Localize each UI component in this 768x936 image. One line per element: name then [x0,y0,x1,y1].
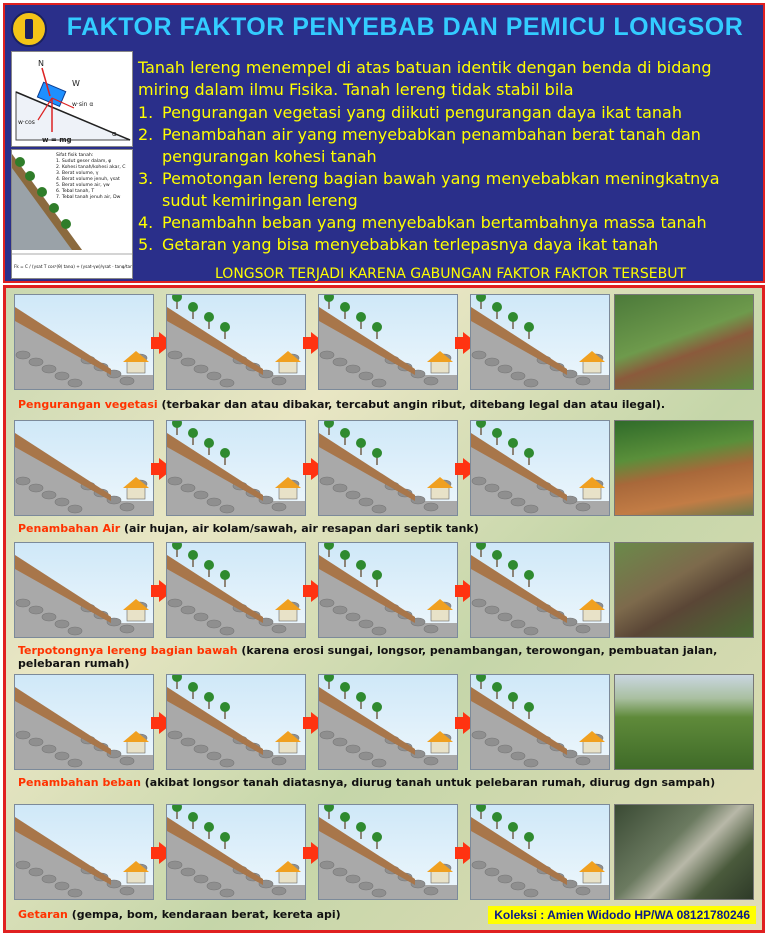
boulder-shape [16,351,30,359]
stage-illustration [14,542,154,638]
tree-canopy [508,312,518,322]
sin-component-label: w·sin α [72,101,94,108]
house-wall [279,609,297,621]
tree-canopy [356,692,366,702]
boulder-shape [181,358,195,366]
factor-item [138,124,763,168]
boulder-shape [576,625,590,633]
boulder-shape [346,875,360,883]
boulder-shape [181,868,195,876]
boulder-shape [194,613,208,621]
soil-props-heading: Sifat fisik tanah: [56,153,94,158]
tree-canopy [172,421,182,428]
factor-text: Getaran yang bisa menyebabkan terlepasnya daya ikat tanah [162,235,659,254]
boulder-shape [359,372,373,380]
boulder-shape [372,627,386,635]
house-wall [127,487,145,499]
stage-illustration [470,542,610,638]
boulder-shape [424,503,438,511]
boulder-shape [42,875,56,883]
boulder-shape [424,757,438,765]
house-wall [279,871,297,883]
boulder-shape [181,738,195,746]
boulder-shape [29,738,43,746]
stage-illustration [166,294,306,390]
tree-canopy [524,832,534,842]
caption-heading: Penambahan Air [18,522,121,535]
boulder-shape [168,477,182,485]
load-row [14,674,758,798]
row-caption [18,522,479,535]
house-wall [431,871,449,883]
stage-illustration [470,294,610,390]
soil-prop-2: 2. Kohesi tanah/kohesi akar, C [56,165,126,170]
tree-canopy [324,675,334,682]
boulder-shape [16,731,30,739]
factor-text: Penambahn beban yang menyebabkan bertambahnya massa tanah [162,213,707,232]
boulder-shape [498,745,512,753]
factor-item [138,168,763,212]
tree-canopy [220,702,230,712]
caption-heading: Terpotongnya lereng bagian bawah [18,644,238,657]
landslide-photo [614,420,754,516]
house-wall [279,741,297,753]
boulder-shape [524,505,538,513]
tree-canopy [492,302,502,312]
boulder-shape [194,491,208,499]
caption-detail: (air hujan, air kolam/sawah, air resapan dari septik tank) [120,522,479,535]
boulder-shape [472,731,486,739]
house-wall [279,487,297,499]
factor-text: Pengurangan vegetasi yang diikuti pengurangan daya ikat tanah [162,103,682,122]
caption-detail: (gempa, bom, kendaraan berat, kereta api) [67,908,341,921]
stage-illustration [166,542,306,638]
stage-illustration [166,420,306,516]
boulder-shape [220,759,234,767]
boulder-shape [346,613,360,621]
landslide-photo [614,674,754,770]
house-wall [583,871,601,883]
boulder-shape [55,620,69,628]
stage-illustration [470,674,610,770]
boulder-shape [168,731,182,739]
boulder-shape [194,875,208,883]
stage-illustration [318,542,458,638]
house-wall [431,487,449,499]
boulder-shape [42,365,56,373]
boulder-shape [524,889,538,897]
boulder-shape [220,379,234,387]
tree-canopy [372,448,382,458]
boulder-shape [55,498,69,506]
safety-factor-formula: Fk = C / (γsat T cos²(θ) tanα) + (γsat-γw)/γsat · tanφ/tanθ [14,264,132,269]
boulder-shape [524,759,538,767]
tree-canopy [172,543,182,550]
tree-canopy [524,702,534,712]
boulder-shape [42,613,56,621]
stage-illustration [14,420,154,516]
boulder-shape [424,625,438,633]
tree-canopy [372,322,382,332]
tree-canopy [220,322,230,332]
tree-canopy [356,438,366,448]
boulder-shape [359,620,373,628]
house-wall [583,487,601,499]
tree-canopy [372,832,382,842]
soil-prop-5: 5. Berat volume air, γw [56,183,110,188]
mass-gravity-label: w = mg [42,136,72,144]
tree-canopy [492,812,502,822]
house-wall [583,361,601,373]
stage-illustration [318,420,458,516]
tree-canopy [324,805,334,812]
landslide-photo [614,294,754,390]
tree-canopy [220,832,230,842]
tree-canopy [188,302,198,312]
boulder-shape [168,861,182,869]
boulder-shape [485,358,499,366]
boulder-shape [207,372,221,380]
boulder-shape [42,491,56,499]
undercut-row [14,542,758,672]
tree-canopy [172,675,182,682]
stage-illustration [318,804,458,900]
row-caption [18,644,754,670]
stage-illustration [14,804,154,900]
stage-illustration [318,294,458,390]
caption-detail: (karena erosi sungai, longsor, penambangan, terowongan, pembuatan jalan, pelebaran rumah) [18,644,718,670]
header-panel [3,3,765,283]
boulder-shape [29,358,43,366]
tree-canopy [188,428,198,438]
soil-prop-7: 7. Tebal tanah jenuh air, Dw [56,195,121,200]
tree-canopy [356,312,366,322]
boulder-shape [320,351,334,359]
boulder-shape [120,377,134,385]
tree-canopy [476,805,486,812]
inclined-plane-figure [11,51,133,147]
boulder-shape [29,606,43,614]
stage-illustration [14,294,154,390]
boulder-shape [16,599,30,607]
boulder-shape [194,365,208,373]
boulder-shape [498,491,512,499]
tree-canopy [172,805,182,812]
tree-canopy [524,448,534,458]
boulder-shape [68,627,82,635]
boulder-shape [16,477,30,485]
boulder-shape [120,625,134,633]
boulder-shape [272,377,286,385]
tree-canopy [476,543,486,550]
tree-canopy [204,560,214,570]
boulder-shape [485,868,499,876]
boulder-shape [511,882,525,890]
boulder-shape [168,599,182,607]
caption-detail: (terbakar dan atau dibakar, tercabut angin ribut, ditebang legal dan atau ilegal). [157,398,666,411]
house-wall [583,741,601,753]
tree-canopy [492,682,502,692]
factor-text: Pemotongan lereng bagian bawah yang menyebabkan meningkatnya sudut kemiringan lereng [162,169,720,210]
weight-label: W [72,79,80,88]
boulder-shape [272,625,286,633]
boulder-shape [207,882,221,890]
boulder-shape [68,889,82,897]
boulder-shape [485,484,499,492]
tree-canopy [340,302,350,312]
tree-canopy [220,448,230,458]
vegetation-row [14,294,758,418]
tree-canopy [340,428,350,438]
boulder-shape [372,759,386,767]
boulder-shape [346,491,360,499]
row-caption [18,776,715,789]
boulder-shape [485,606,499,614]
boulder-shape [272,503,286,511]
house-wall [583,609,601,621]
boulder-shape [498,875,512,883]
cos-component-label: w·cos [18,119,35,126]
boulder-shape [372,889,386,897]
boulder-shape [524,379,538,387]
soil-prop-3: 3. Berat volume, γ [56,171,99,176]
boulder-shape [55,882,69,890]
row-caption [18,908,341,921]
boulder-shape [272,757,286,765]
illustration-panel [3,285,765,933]
boulder-shape [333,358,347,366]
institution-logo [11,11,47,47]
factor-list [138,102,763,256]
boulder-shape [220,889,234,897]
factor-number: 5. [138,235,154,254]
boulder-shape [576,757,590,765]
factor-number: 4. [138,213,154,232]
factor-number: 1. [138,103,154,122]
boulder-shape [181,606,195,614]
boulder-shape [120,757,134,765]
tree-canopy [204,692,214,702]
boulder-shape [168,351,182,359]
tree-canopy [508,438,518,448]
tree-canopy [356,822,366,832]
landslide-photo [614,542,754,638]
tree-canopy [492,550,502,560]
angle-label: α [112,130,117,138]
boulder-shape [359,882,373,890]
factor-number: 3. [138,169,154,188]
boulder-shape [576,887,590,895]
house-wall [431,609,449,621]
tree-canopy [508,822,518,832]
stage-illustration [166,804,306,900]
boulder-shape [272,887,286,895]
factor-item [138,102,763,124]
conclusion-text: LONGSOR TERJADI KARENA GABUNGAN FAKTOR FAKTOR TERSEBUT [215,266,686,282]
water-row [14,420,758,544]
boulder-shape [207,620,221,628]
boulder-shape [359,752,373,760]
boulder-shape [472,477,486,485]
boulder-shape [207,498,221,506]
stage-illustration [14,674,154,770]
boulder-shape [346,365,360,373]
boulder-shape [472,351,486,359]
boulder-shape [524,627,538,635]
credit-label: Koleksi : Amien Widodo HP/WA 08121780246 [488,906,756,924]
tree-canopy [188,682,198,692]
boulder-shape [333,738,347,746]
house-wall [431,361,449,373]
house-wall [127,609,145,621]
boulder-shape [333,868,347,876]
tree-canopy [508,560,518,570]
stage-illustration [470,420,610,516]
boulder-shape [424,887,438,895]
tree-canopy [324,543,334,550]
boulder-shape [333,484,347,492]
tree-canopy [476,295,486,302]
tree-canopy [204,312,214,322]
tree-canopy [372,570,382,580]
boulder-shape [181,484,195,492]
stage-illustration [318,674,458,770]
boulder-shape [511,372,525,380]
aerial-landslide-photo [614,804,754,900]
tree-canopy [508,692,518,702]
tree-canopy [324,295,334,302]
boulder-shape [320,861,334,869]
tree-canopy [340,682,350,692]
boulder-shape [55,372,69,380]
boulder-shape [68,759,82,767]
boulder-shape [576,377,590,385]
boulder-shape [220,505,234,513]
soil-prop-1: 1. Sudut geser dalam, φ [56,159,112,164]
boulder-shape [55,752,69,760]
factor-text: Penambahan air yang menyebabkan penambahan berat tanah dan pengurangan kohesi tanah [162,125,701,166]
tree-canopy [172,295,182,302]
caption-detail: (akibat longsor tanah diatasnya, diurug tanah untuk pelebaran rumah, diurug dgn sampah) [140,776,716,789]
stage-illustration [470,804,610,900]
tree-canopy [356,560,366,570]
page-title: FAKTOR FAKTOR PENYEBAB DAN PEMICU LONGSOR [66,13,744,41]
tree-canopy [204,438,214,448]
tree-canopy [476,675,486,682]
boulder-shape [359,498,373,506]
intro-text: Tanah lereng menempel di atas batuan identik dengan benda di bidang miring dalam ilmu Fisika. Tanah lereng tidak stabil bila [138,58,712,99]
caption-heading: Getaran [18,908,68,921]
house-wall [127,871,145,883]
boulder-shape [372,379,386,387]
boulder-shape [207,752,221,760]
tree-canopy [372,702,382,712]
boulder-shape [220,627,234,635]
boulder-shape [346,745,360,753]
boulder-shape [29,484,43,492]
tree-canopy [476,421,486,428]
tree-canopy [524,570,534,580]
boulder-shape [320,731,334,739]
soil-slope-figure [11,149,133,279]
boulder-shape [120,503,134,511]
tree-canopy [340,550,350,560]
tree-canopy [188,550,198,560]
boulder-shape [472,861,486,869]
boulder-shape [16,861,30,869]
boulder-shape [511,752,525,760]
normal-force-label: N [38,59,44,68]
tree-canopy [524,322,534,332]
row-caption [18,398,665,411]
boulder-shape [194,745,208,753]
house-wall [127,741,145,753]
boulder-shape [485,738,499,746]
boulder-shape [120,887,134,895]
boulder-shape [68,505,82,513]
boulder-shape [472,599,486,607]
boulder-shape [511,620,525,628]
boulder-shape [372,505,386,513]
boulder-shape [320,477,334,485]
house-wall [431,741,449,753]
soil-prop-4: 4. Berat volume jenuh, γsat [56,177,120,182]
boulder-shape [29,868,43,876]
boulder-shape [498,613,512,621]
stage-illustration [166,674,306,770]
tree-canopy [204,822,214,832]
boulder-shape [498,365,512,373]
boulder-shape [424,377,438,385]
factor-number: 2. [138,125,154,144]
tree-canopy [188,812,198,822]
tree-canopy [324,421,334,428]
boulder-shape [42,745,56,753]
tree-canopy [492,428,502,438]
boulder-shape [320,599,334,607]
boulder-shape [576,503,590,511]
factor-item [138,234,763,256]
caption-heading: Pengurangan vegetasi [18,398,158,411]
boulder-shape [333,606,347,614]
boulder-shape [511,498,525,506]
house-wall [279,361,297,373]
house-wall [127,361,145,373]
factor-item [138,212,763,234]
tree-canopy [340,812,350,822]
boulder-shape [68,379,82,387]
soil-prop-6: 6. Tebal tanah, T [56,189,95,194]
caption-heading: Penambahan beban [18,776,141,789]
tree-canopy [220,570,230,580]
